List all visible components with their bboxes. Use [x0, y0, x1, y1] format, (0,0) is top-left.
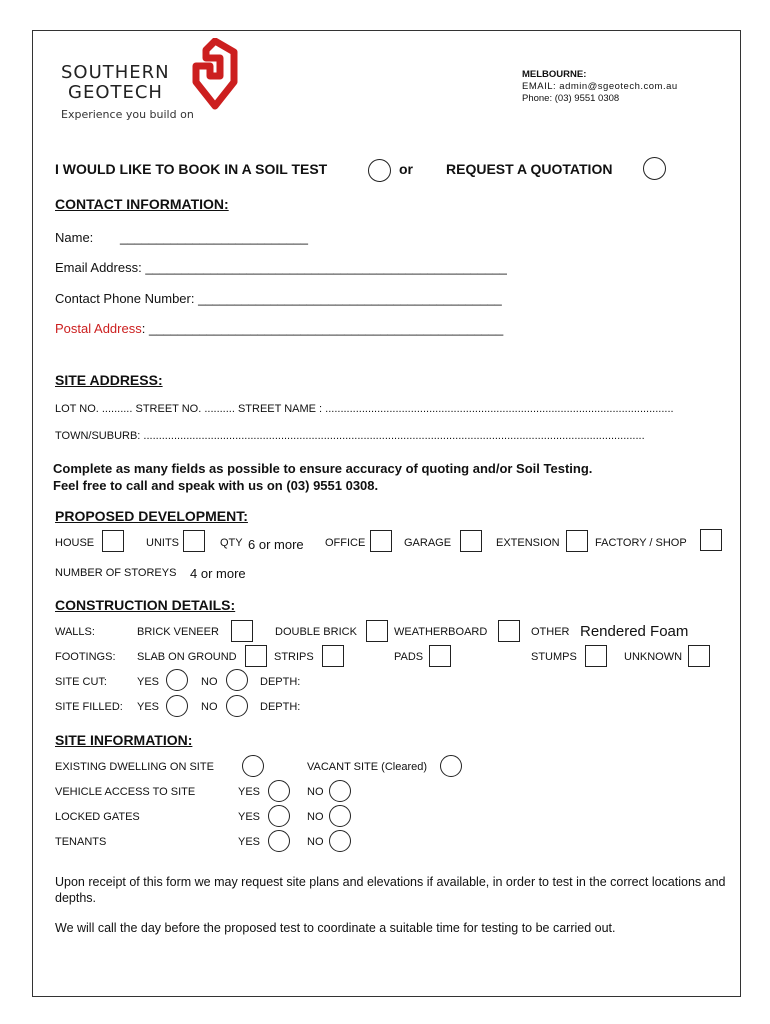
site-address-line1[interactable]: LOT NO. .......... STREET NO. .......... STREET NAME : .................................................................................................................. [55, 403, 674, 415]
site-filled-depth-label: DEPTH: [260, 701, 301, 713]
email-row [55, 260, 507, 275]
contact-email: EMAIL: admin@sgeotech.com.au [522, 81, 678, 92]
contact-block [522, 69, 678, 105]
pads-checkbox[interactable] [429, 645, 451, 667]
factory-checkbox[interactable] [700, 529, 722, 551]
weatherboard-label: WEATHERBOARD [394, 626, 488, 638]
extension-checkbox[interactable] [566, 530, 588, 552]
postal-colon: : [141, 321, 146, 336]
tenants-label: TENANTS [55, 836, 107, 848]
walls-label: WALLS: [55, 626, 95, 638]
contact-phone: Phone: (03) 9551 0308 [522, 93, 620, 104]
strips-checkbox[interactable] [322, 645, 344, 667]
site-cut-yes-label: YES [137, 676, 160, 688]
site-address-heading: SITE ADDRESS: [55, 372, 163, 388]
brick-veneer-label: BRICK VENEER [137, 626, 219, 638]
locked-yes-radio[interactable] [268, 805, 290, 827]
units-checkbox[interactable] [183, 530, 205, 552]
name-label: Name: [55, 230, 94, 245]
storeys-value[interactable]: 4 or more [190, 566, 246, 581]
proposed-development-heading: PROPOSED DEVELOPMENT: [55, 508, 248, 524]
qty-label: QTY [220, 537, 243, 549]
construction-heading: CONSTRUCTION DETAILS: [55, 597, 236, 613]
site-cut-label: SITE CUT: [55, 676, 107, 688]
quotation-label: REQUEST A QUOTATION [446, 161, 613, 177]
garage-checkbox[interactable] [460, 530, 482, 552]
site-filled-label: SITE FILLED: [55, 701, 123, 713]
stumps-label: STUMPS [531, 651, 577, 663]
house-label: HOUSE [55, 537, 95, 549]
tenants-yes-radio[interactable] [268, 830, 290, 852]
phone-field[interactable]: __________________________________________ [198, 291, 502, 306]
tenants-yes-label: YES [238, 836, 261, 848]
email-field[interactable]: __________________________________________________ [145, 260, 507, 275]
quotation-radio[interactable] [643, 157, 666, 180]
name-field[interactable]: __________________________ [120, 230, 308, 245]
contact-info-heading: CONTACT INFORMATION: [55, 196, 229, 212]
site-filled-yes-radio[interactable] [166, 695, 188, 717]
soil-test-radio[interactable] [368, 159, 391, 182]
existing-dwelling-label: EXISTING DWELLING ON SITE [55, 761, 214, 773]
site-address-line2[interactable]: TOWN/SUBURB: .................................................................................................................................................................... [55, 430, 645, 442]
office-checkbox[interactable] [370, 530, 392, 552]
weatherboard-checkbox[interactable] [498, 620, 520, 642]
locked-yes-label: YES [238, 811, 261, 823]
storeys-label: NUMBER OF STOREYS [55, 567, 177, 579]
phone-label: Contact Phone Number: [55, 291, 195, 306]
tenants-no-label: NO [307, 836, 324, 848]
phone-row [55, 291, 502, 306]
site-filled-no-radio[interactable] [226, 695, 248, 717]
brick-veneer-checkbox[interactable] [231, 620, 253, 642]
tagline: Experience you build on [61, 108, 194, 121]
house-checkbox[interactable] [102, 530, 124, 552]
vacant-site-label: VACANT SITE (Cleared) [307, 761, 428, 773]
locked-no-label: NO [307, 811, 324, 823]
tenants-no-radio[interactable] [329, 830, 351, 852]
units-label: UNITS [146, 537, 179, 549]
soil-test-label: I WOULD LIKE TO BOOK IN A SOIL TEST [55, 161, 328, 177]
existing-dwelling-radio[interactable] [242, 755, 264, 777]
site-filled-yes-label: YES [137, 701, 160, 713]
double-brick-checkbox[interactable] [366, 620, 388, 642]
vacant-site-radio[interactable] [440, 755, 462, 777]
other-value[interactable]: Rendered Foam [580, 623, 689, 640]
footings-label: FOOTINGS: [55, 651, 116, 663]
other-label: OTHER [531, 626, 570, 638]
site-filled-no-label: NO [201, 701, 218, 713]
postal-field[interactable]: _________________________________________________ [148, 321, 504, 336]
vehicle-yes-label: YES [238, 786, 261, 798]
extension-label: EXTENSION [496, 537, 560, 549]
postal-label: Postal Address [55, 321, 142, 336]
footer-paragraph-1: Upon receipt of this form we may request site plans and elevations if available, in order to test in the correct locations and depths. [55, 875, 726, 905]
postal-row [55, 321, 503, 336]
site-info-heading: SITE INFORMATION: [55, 732, 193, 748]
office-label: MELBOURNE: [522, 69, 587, 80]
strips-label: STRIPS [274, 651, 314, 663]
site-cut-no-label: NO [201, 676, 218, 688]
unknown-checkbox[interactable] [688, 645, 710, 667]
slab-checkbox[interactable] [245, 645, 267, 667]
email-label: Email Address: [55, 260, 142, 275]
qty-value[interactable]: 6 or more [248, 537, 304, 552]
factory-label: FACTORY / SHOP [595, 537, 687, 549]
logo-text-line2: GEOTECH [68, 82, 163, 103]
double-brick-label: DOUBLE BRICK [275, 626, 357, 638]
vehicle-access-label: VEHICLE ACCESS TO SITE [55, 786, 196, 798]
vehicle-no-radio[interactable] [329, 780, 351, 802]
note-block [53, 460, 592, 494]
note-line1: Complete as many fields as possible to ensure accuracy of quoting and/or Soil Testing. [53, 461, 593, 476]
office-label: OFFICE [325, 537, 366, 549]
pads-label: PADS [394, 651, 424, 663]
or-label: or [399, 161, 413, 177]
locked-no-radio[interactable] [329, 805, 351, 827]
logo-text-line1: SOUTHERN [61, 62, 170, 83]
footer-paragraph-2: We will call the day before the proposed test to coordinate a suitable time for testing to be carried out. [55, 921, 616, 935]
note-line2: Feel free to call and speak with us on (03) 9551 0308. [53, 478, 379, 493]
logo-mark-icon [190, 38, 240, 110]
site-cut-depth-label: DEPTH: [260, 676, 301, 688]
stumps-checkbox[interactable] [585, 645, 607, 667]
vehicle-no-label: NO [307, 786, 324, 798]
locked-gates-label: LOCKED GATES [55, 811, 140, 823]
unknown-label: UNKNOWN [624, 651, 683, 663]
garage-label: GARAGE [404, 537, 452, 549]
site-cut-no-radio[interactable] [226, 669, 248, 691]
vehicle-yes-radio[interactable] [268, 780, 290, 802]
slab-label: SLAB ON GROUND [137, 651, 237, 663]
site-cut-yes-radio[interactable] [166, 669, 188, 691]
